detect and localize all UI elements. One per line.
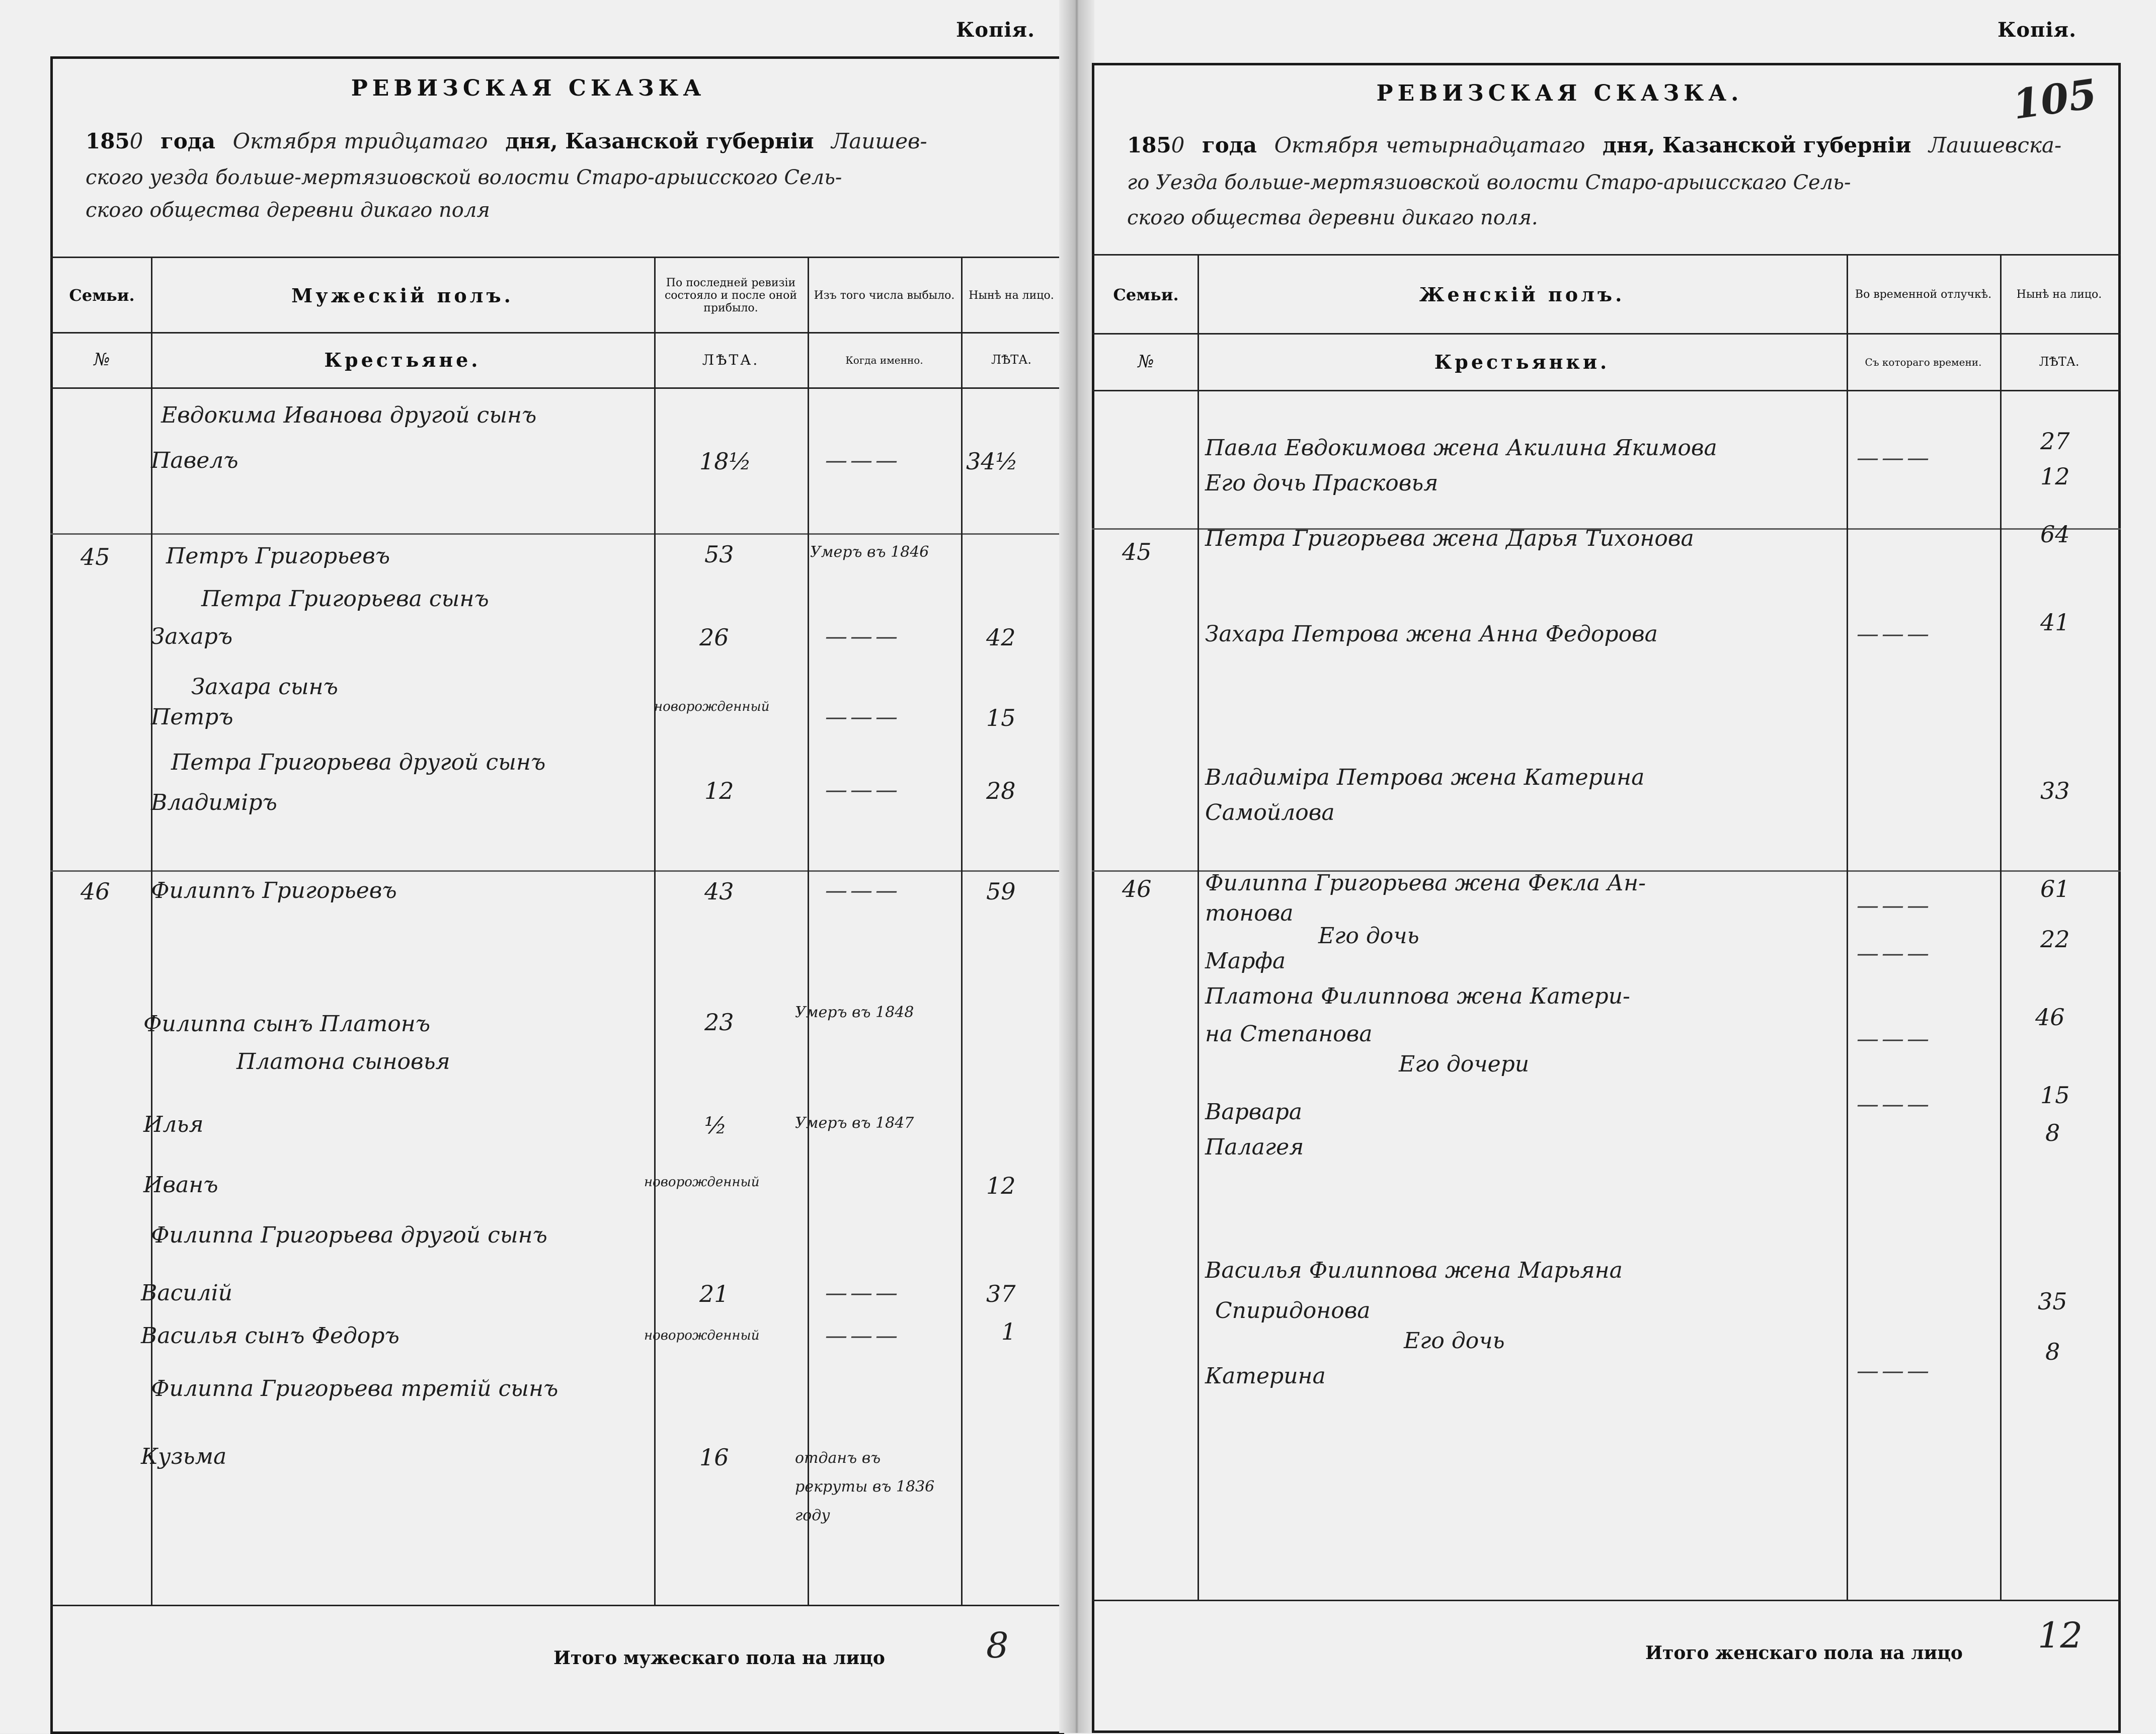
col-divider [808, 257, 809, 1605]
right-page [1082, 0, 2156, 1733]
last-revision-value: новорожденный [644, 1175, 760, 1190]
copy-label: Копія. [1998, 18, 2077, 42]
name-line: Спиридонова [1215, 1298, 1371, 1324]
col-last-revision-header: По последней ревизіи состояло и после оной прибыло. [664, 276, 797, 315]
absent-value: ——— [1857, 1358, 1932, 1384]
name-line: Владиміръ [151, 790, 277, 815]
name-line: Владиміра Петрова жена Катерина [1205, 765, 1645, 790]
table-subheader-rule [50, 387, 1064, 389]
col-estate-header: Крестьяне. [324, 349, 481, 372]
name-line: Филиппа Григорьева третій сынъ [151, 1376, 558, 1401]
dropped-value: отданъ въ рекруты въ 1836 году [795, 1449, 935, 1524]
now-value: 12 [986, 1172, 1016, 1199]
last-revision-value: ½ [704, 1112, 727, 1139]
copy-label: Копія. [956, 18, 1035, 42]
absent-value: ——— [1857, 893, 1932, 919]
dropped-value: ——— [825, 1280, 901, 1306]
col-divider [2000, 254, 2002, 1600]
now-value: 22 [2040, 926, 2070, 953]
name-line: Платона сыновья [236, 1049, 450, 1075]
col-estate-header: Крестьянки. [1434, 351, 1610, 374]
col-number-sign: № [94, 350, 110, 370]
col-years2-header: ЛѢТА. [991, 353, 1032, 367]
name-line: Василій [141, 1280, 232, 1306]
table-top-rule [1092, 254, 2121, 256]
total-value: 8 [986, 1625, 1009, 1666]
name-line: Его дочь [1318, 923, 1419, 949]
name-line: Филиппа Григорьева другой сынъ [151, 1222, 547, 1248]
name-line: Петръ Григорьевъ [166, 543, 390, 569]
last-revision-value: 16 [699, 1444, 729, 1471]
col-absent-header: Во временной отлучкѣ. [1855, 288, 1992, 301]
left-title: РЕВИЗСКАЯ СКАЗКА [351, 75, 706, 101]
name-line: Его дочери [1399, 1051, 1530, 1077]
name-line: Илья [143, 1112, 204, 1137]
now-value: 34½ [966, 448, 1018, 475]
absent-value: ——— [1857, 445, 1932, 471]
last-revision-value: 43 [704, 878, 734, 905]
col-number-sign: № [1138, 352, 1154, 372]
col-family-header: Семьи. [69, 286, 135, 305]
now-value: 8 [2045, 1338, 2060, 1365]
family-number: 45 [1122, 538, 1152, 565]
last-revision-value: 18½ [699, 448, 752, 475]
left-header-line3: ского общества деревни дикаго поля [86, 199, 490, 222]
row-separator [50, 870, 1064, 872]
folio-number: 105 [2010, 69, 2100, 129]
last-revision-value: 12 [704, 777, 734, 804]
table-top-rule [50, 257, 1064, 258]
absent-value: ——— [1857, 941, 1932, 966]
dropped-value: ——— [825, 624, 901, 649]
name-line: Катерина [1205, 1363, 1326, 1389]
dropped-value: Умеръ въ 1847 [795, 1114, 914, 1132]
name-line: Захара Петрова жена Анна Федорова [1205, 621, 1658, 647]
name-line: Василья сынъ Федоръ [141, 1323, 400, 1349]
total-label: Итого женскаго пола на лицо [1645, 1642, 1963, 1664]
last-revision-value: 23 [704, 1009, 734, 1036]
now-value: 59 [986, 878, 1016, 905]
name-line: Петра Григорьева сынъ [201, 586, 489, 612]
last-revision-value: новорожденный [654, 699, 770, 714]
now-value: 64 [2040, 521, 2070, 548]
col-family-header: Семьи. [1113, 285, 1179, 304]
name-line: Павла Евдокимова жена Акилина Якимова [1205, 435, 1717, 461]
last-revision-value: 26 [699, 624, 729, 651]
dropped-value: ——— [825, 448, 901, 473]
col-years-header: ЛѢТА. [702, 351, 760, 368]
name-line: Иванъ [143, 1172, 218, 1198]
left-page [0, 0, 1072, 1733]
col-divider [1197, 254, 1199, 1600]
now-value: 41 [2040, 609, 2070, 636]
family-number: 46 [81, 878, 110, 905]
absent-value: ——— [1857, 1026, 1932, 1052]
name-line: Филиппа Григорьева жена Фекла Ан- [1205, 870, 1646, 896]
now-value: 15 [986, 704, 1016, 731]
col-dropped-header: Изъ того числа выбыло. [814, 289, 955, 302]
now-value: 37 [986, 1280, 1016, 1307]
name-line: Петра Григорьева другой сынъ [171, 750, 546, 775]
name-line: Захаръ [151, 624, 233, 649]
now-value: 35 [2038, 1288, 2067, 1315]
right-header-line2: го Уезда больше-мертязиовской волости Старо-арыисскаго Сель- [1127, 171, 1851, 194]
name-line: Петра Григорьева жена Дарья Тихонова [1205, 526, 1694, 551]
now-value: 61 [2040, 875, 2070, 902]
now-value: 46 [2035, 1004, 2065, 1031]
last-revision-value: 21 [699, 1280, 729, 1307]
col-years-header: ЛѢТА. [2039, 355, 2080, 369]
name-line: тонова [1205, 900, 1294, 926]
name-line: Филиппа сынъ Платонъ [143, 1011, 431, 1037]
name-line: Василья Филиппова жена Марьяна [1205, 1258, 1623, 1283]
dropped-value: ——— [825, 878, 901, 903]
absent-value: ——— [1857, 621, 1932, 647]
col-now-header: Нынѣ на лицо. [2016, 288, 2102, 301]
row-separator [50, 533, 1064, 535]
now-value: 8 [2045, 1119, 2060, 1146]
now-value: 1 [1001, 1318, 1016, 1345]
right-header-line3: ского общества деревни дикаго поля. [1127, 206, 1538, 229]
dropped-value: Умеръ въ 1848 [795, 1004, 914, 1021]
col-since-header: Съ котораго времени. [1865, 356, 1982, 368]
dropped-value: Умеръ въ 1846 [810, 543, 929, 561]
absent-value: ——— [1857, 1092, 1932, 1117]
col-divider [654, 257, 656, 1605]
left-header-line2: ского уезда больше-мертязиовской волости Старо-арыисского Сель- [86, 166, 842, 189]
family-number: 45 [81, 543, 110, 570]
col-sex-header: Мужескій полъ. [291, 284, 514, 307]
total-label: Итого мужескаго пола на лицо [553, 1647, 885, 1669]
col-sex-header: Женскій полъ. [1419, 283, 1625, 306]
last-revision-value: 53 [704, 541, 734, 568]
dropped-value: ——— [825, 1323, 901, 1349]
name-line: Марфа [1205, 948, 1286, 974]
table-subheader-rule [1092, 390, 2121, 391]
now-value: 42 [986, 624, 1016, 651]
name-line: Самойлова [1205, 800, 1335, 825]
right-title: РЕВИЗСКАЯ СКАЗКА. [1376, 80, 1743, 106]
now-value: 33 [2040, 777, 2070, 804]
right-header-line1: 1850 года Октября четырнадцатаго дня, Казанской губерніи Лаишевска- [1127, 133, 2062, 157]
last-revision-value: новорожденный [644, 1328, 760, 1343]
left-header-line1: 1850 года Октября тридцатаго дня, Казанской губерніи Лаишев- [86, 129, 927, 153]
name-line: на Степанова [1205, 1021, 1373, 1047]
name-line: Палагея [1205, 1134, 1304, 1160]
family-number: 46 [1122, 875, 1152, 902]
col-divider [1847, 254, 1848, 1600]
col-now-header: Нынѣ на лицо. [969, 289, 1054, 302]
now-value: 27 [2040, 428, 2070, 455]
name-line: Петръ [151, 704, 233, 730]
name-line: Евдокима Иванова другой сынъ [161, 402, 537, 428]
table-bottom-rule [50, 1605, 1064, 1606]
table-bottom-rule [1092, 1600, 2121, 1601]
col-when-header: Когда именно. [845, 354, 923, 366]
name-line: Филиппъ Григорьевъ [151, 878, 397, 903]
total-value: 12 [2038, 1615, 2083, 1656]
now-value: 15 [2040, 1082, 2070, 1109]
col-divider [961, 257, 963, 1605]
name-line: Варвара [1205, 1099, 1302, 1125]
dropped-value: ——— [825, 777, 901, 803]
name-line: Павелъ [151, 448, 238, 473]
name-line: Его дочь Прасковья [1205, 470, 1439, 496]
now-value: 28 [986, 777, 1016, 804]
dropped-value: ——— [825, 704, 901, 730]
name-line: Кузьма [141, 1444, 227, 1469]
name-line: Платона Филиппова жена Катери- [1205, 983, 1630, 1009]
now-value: 12 [2040, 463, 2070, 490]
name-line: Его дочь [1404, 1328, 1505, 1354]
name-line: Захара сынъ [191, 674, 338, 700]
